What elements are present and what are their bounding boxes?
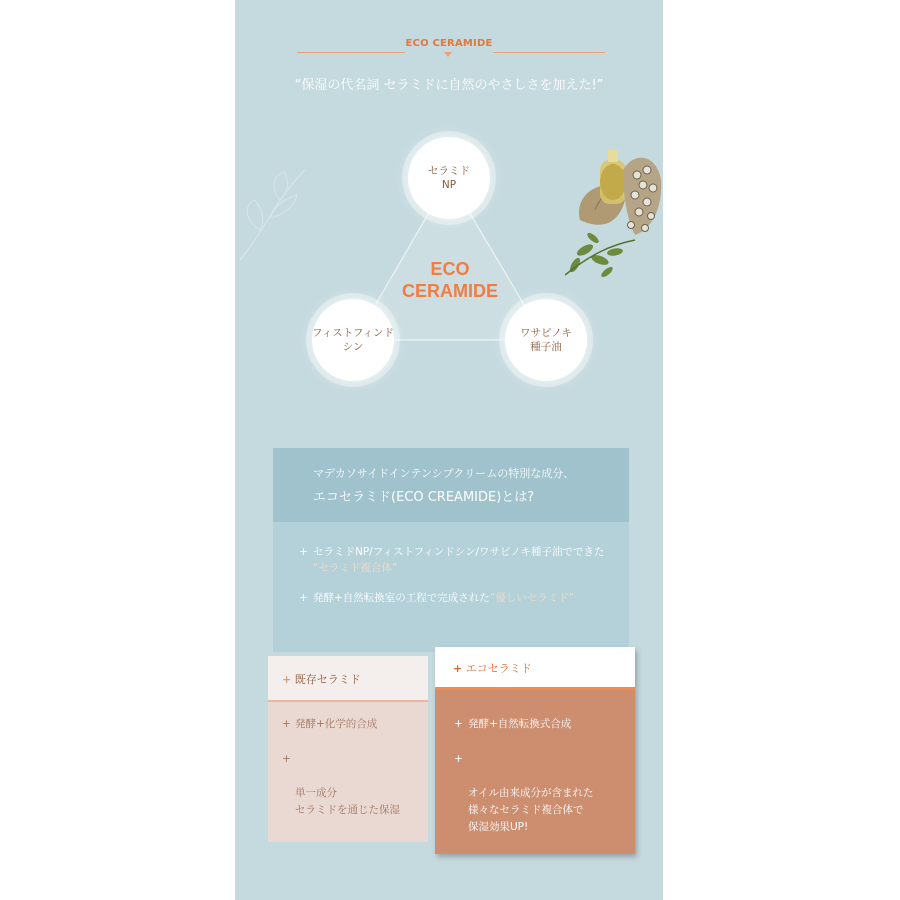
card-item-text: 発酵+自然転換式合成 <box>468 718 572 730</box>
info-body <box>273 522 629 652</box>
card-item-text: 発酵+化学的合成 <box>295 718 378 730</box>
bullet-text: 発酵+自然転換室の工程で完成された <box>313 592 490 604</box>
ingredient-ceramide-np <box>408 137 490 219</box>
ingredient-phytosphingosine <box>312 299 394 381</box>
card-title-text: エコセラミド <box>465 662 532 675</box>
plus-icon: + <box>299 592 308 604</box>
info-bullet <box>299 544 605 576</box>
card-item <box>454 751 594 836</box>
ingredient-label: セラミド NP <box>428 164 470 191</box>
headline-quote: “保湿の代名詞 セラミドに自然のやさしさを加えた!” <box>294 78 604 93</box>
card-item-text: オイル由来成分が含まれた 様々なセラミド複合体で 保湿効果UP! <box>468 787 594 833</box>
card-title <box>282 671 361 687</box>
card-title <box>453 660 532 676</box>
plus-icon: + <box>282 673 292 686</box>
card-item <box>282 716 378 733</box>
plus-icon: + <box>282 753 291 765</box>
info-bullet <box>299 590 575 606</box>
conventional-ceramide-card <box>268 656 428 842</box>
seed-pods-oil-image <box>565 140 663 280</box>
card-header <box>268 656 428 700</box>
plus-icon: + <box>299 546 308 558</box>
bullet-text: セラミドNP/フィストフィンドシン/ワサビノキ種子油でできた <box>313 546 605 558</box>
card-header <box>435 647 635 687</box>
card-item-text: 単一成分 セラミドを通じた保湿 <box>295 787 400 816</box>
info-question: エコセラミド(ECO CREAMIDE)とは? <box>313 490 535 505</box>
card-item <box>454 716 572 733</box>
card-title-text: 既存セラミド <box>294 673 361 686</box>
ingredient-label: ワサビノキ 種子油 <box>520 326 572 353</box>
eco-ceramide-card <box>435 647 635 854</box>
plus-icon: + <box>454 753 463 765</box>
card-header-rule <box>435 687 635 690</box>
bullet-highlight: “優しいセラミド” <box>489 592 575 604</box>
product-detail-panel <box>235 0 663 900</box>
info-header <box>273 448 629 522</box>
bullet-highlight: “セラミド複合体” <box>313 562 398 574</box>
card-header-rule <box>268 700 428 702</box>
ingredient-moringa-seed-oil <box>505 299 587 381</box>
ingredient-label: フィストフィンドシン <box>312 326 395 353</box>
info-intro: マデカソサイドインテンシブクリームの特別な成分、 <box>313 467 575 480</box>
card-item <box>282 751 400 819</box>
plus-icon: + <box>454 718 463 730</box>
plus-icon: + <box>282 718 291 730</box>
plus-icon: + <box>453 662 463 675</box>
eco-ceramide-title: ECO CERAMIDE <box>401 259 498 301</box>
section-label: ECO CERAMIDE <box>405 38 493 49</box>
